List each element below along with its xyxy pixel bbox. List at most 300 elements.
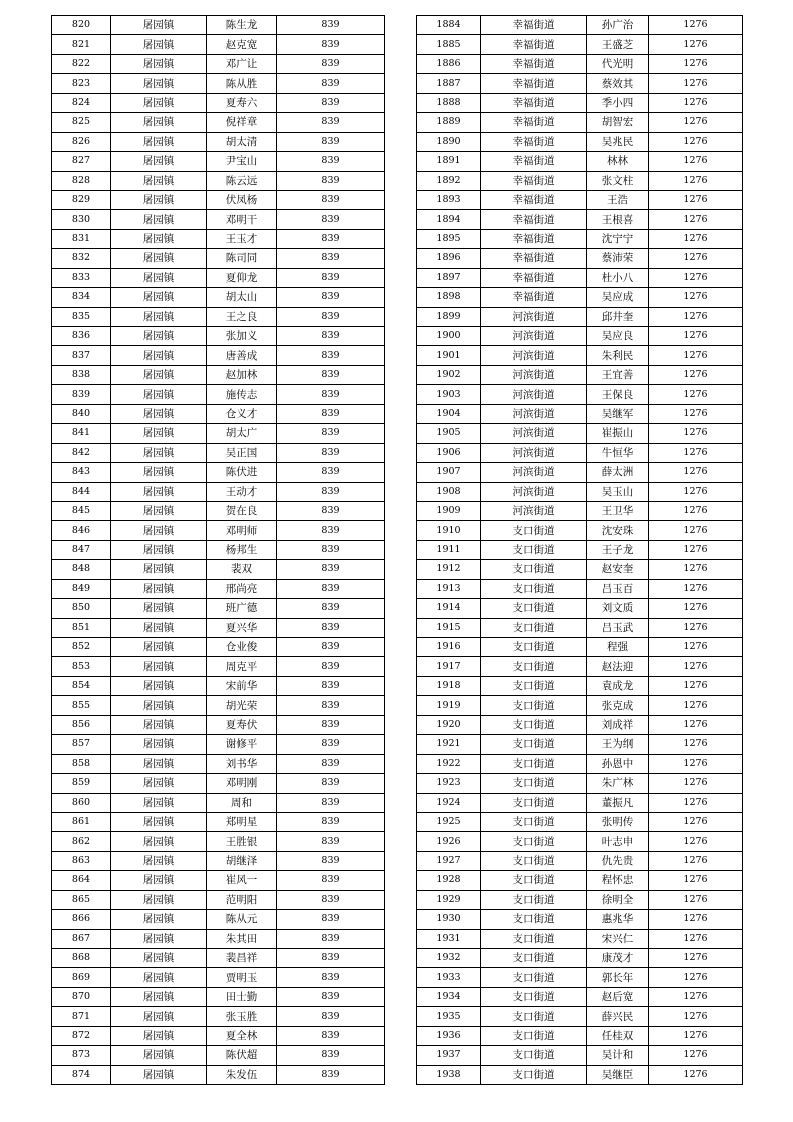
serial-number-cell: 1900: [417, 327, 481, 346]
name-cell: 王卫华: [587, 501, 649, 520]
table-row: [417, 987, 743, 1006]
serial-number-cell: 1896: [417, 249, 481, 268]
amount-cell: 839: [277, 599, 385, 618]
name-cell: 田士勤: [207, 987, 277, 1006]
table-row: [52, 715, 385, 734]
name-cell: 仇先贵: [587, 851, 649, 870]
district-cell: 支口街道: [481, 599, 587, 618]
table-row: [52, 851, 385, 870]
district-cell: 屠园镇: [111, 210, 207, 229]
name-cell: 范明阳: [207, 890, 277, 909]
table-row: [52, 812, 385, 831]
name-cell: 赵安奎: [587, 560, 649, 579]
district-cell: 屠园镇: [111, 385, 207, 404]
serial-number-cell: 867: [52, 929, 111, 948]
table-row: [52, 385, 385, 404]
district-cell: 幸福街道: [481, 16, 587, 35]
table-row: [417, 774, 743, 793]
table-row: [417, 346, 743, 365]
amount-cell: 1276: [649, 152, 743, 171]
serial-number-cell: 1892: [417, 171, 481, 190]
table-row: [417, 54, 743, 73]
name-cell: 胡太清: [207, 132, 277, 151]
serial-number-cell: 835: [52, 307, 111, 326]
district-cell: 河滨街道: [481, 501, 587, 520]
district-cell: 屠园镇: [111, 871, 207, 890]
name-cell: 赵克宽: [207, 35, 277, 54]
district-cell: 屠园镇: [111, 54, 207, 73]
district-cell: 支口街道: [481, 521, 587, 540]
district-cell: 屠园镇: [111, 93, 207, 112]
district-cell: 屠园镇: [111, 424, 207, 443]
serial-number-cell: 1928: [417, 871, 481, 890]
district-cell: 幸福街道: [481, 229, 587, 248]
district-cell: 屠园镇: [111, 987, 207, 1006]
name-cell: 胡太广: [207, 424, 277, 443]
amount-cell: 1276: [649, 871, 743, 890]
district-cell: 屠园镇: [111, 249, 207, 268]
serial-number-cell: 844: [52, 482, 111, 501]
district-cell: 屠园镇: [111, 288, 207, 307]
name-cell: 徐明全: [587, 890, 649, 909]
district-cell: 支口街道: [481, 871, 587, 890]
name-cell: 周和: [207, 793, 277, 812]
amount-cell: 1276: [649, 735, 743, 754]
serial-number-cell: 1905: [417, 424, 481, 443]
serial-number-cell: 829: [52, 190, 111, 209]
serial-number-cell: 820: [52, 16, 111, 35]
name-cell: 邓明师: [207, 521, 277, 540]
table-row: [417, 268, 743, 287]
district-cell: 屠园镇: [111, 327, 207, 346]
district-cell: 支口街道: [481, 657, 587, 676]
table-row: [52, 754, 385, 773]
serial-number-cell: 848: [52, 560, 111, 579]
name-cell: 裴昌祥: [207, 949, 277, 968]
name-cell: 夏全林: [207, 1026, 277, 1045]
serial-number-cell: 1914: [417, 599, 481, 618]
table-row: [417, 638, 743, 657]
name-cell: 周克平: [207, 657, 277, 676]
serial-number-cell: 1930: [417, 910, 481, 929]
district-cell: 屠园镇: [111, 832, 207, 851]
name-cell: 张文柱: [587, 171, 649, 190]
table-row: [52, 152, 385, 171]
district-cell: 屠园镇: [111, 560, 207, 579]
serial-number-cell: 854: [52, 676, 111, 695]
table-row: [417, 560, 743, 579]
amount-cell: 839: [277, 16, 385, 35]
name-cell: 邢尚亮: [207, 579, 277, 598]
serial-number-cell: 1934: [417, 987, 481, 1006]
district-cell: 支口街道: [481, 1007, 587, 1026]
serial-number-cell: 846: [52, 521, 111, 540]
amount-cell: 1276: [649, 288, 743, 307]
amount-cell: 1276: [649, 949, 743, 968]
name-cell: 季小四: [587, 93, 649, 112]
amount-cell: 1276: [649, 54, 743, 73]
district-cell: 屠园镇: [111, 482, 207, 501]
amount-cell: 839: [277, 424, 385, 443]
amount-cell: 1276: [649, 210, 743, 229]
table-row: [52, 618, 385, 637]
district-cell: 支口街道: [481, 579, 587, 598]
amount-cell: 839: [277, 832, 385, 851]
amount-cell: 1276: [649, 715, 743, 734]
amount-cell: 839: [277, 482, 385, 501]
district-cell: 支口街道: [481, 676, 587, 695]
name-cell: 朱利民: [587, 346, 649, 365]
serial-number-cell: 1922: [417, 754, 481, 773]
table-row: [52, 832, 385, 851]
name-cell: 尹宝山: [207, 152, 277, 171]
serial-number-cell: 856: [52, 715, 111, 734]
name-cell: 吴兆民: [587, 132, 649, 151]
amount-cell: 839: [277, 949, 385, 968]
amount-cell: 1276: [649, 832, 743, 851]
district-cell: 屠园镇: [111, 696, 207, 715]
serial-number-cell: 1909: [417, 501, 481, 520]
serial-number-cell: 1893: [417, 190, 481, 209]
name-cell: 伏凤杨: [207, 190, 277, 209]
amount-cell: 1276: [649, 404, 743, 423]
name-cell: 仓义才: [207, 404, 277, 423]
amount-cell: 839: [277, 385, 385, 404]
serial-number-cell: 1885: [417, 35, 481, 54]
table-row: [417, 463, 743, 482]
name-cell: 陈司同: [207, 249, 277, 268]
amount-cell: 839: [277, 676, 385, 695]
amount-cell: 839: [277, 618, 385, 637]
district-cell: 河滨街道: [481, 346, 587, 365]
serial-number-cell: 1887: [417, 74, 481, 93]
table-row: [52, 1046, 385, 1065]
table-row: [52, 579, 385, 598]
amount-cell: 839: [277, 113, 385, 132]
serial-number-cell: 860: [52, 793, 111, 812]
table-row: [52, 346, 385, 365]
table-row: [417, 93, 743, 112]
name-cell: 谢修平: [207, 735, 277, 754]
serial-number-cell: 1918: [417, 676, 481, 695]
serial-number-cell: 832: [52, 249, 111, 268]
amount-cell: 839: [277, 929, 385, 948]
table-row: [52, 443, 385, 462]
serial-number-cell: 828: [52, 171, 111, 190]
amount-cell: 839: [277, 1046, 385, 1065]
district-cell: 幸福街道: [481, 93, 587, 112]
amount-cell: 839: [277, 93, 385, 112]
serial-number-cell: 823: [52, 74, 111, 93]
district-cell: 屠园镇: [111, 735, 207, 754]
name-cell: 宋兴仁: [587, 929, 649, 948]
amount-cell: 839: [277, 1065, 385, 1084]
name-cell: 邱井奎: [587, 307, 649, 326]
serial-number-cell: 852: [52, 638, 111, 657]
name-cell: 叶志申: [587, 832, 649, 851]
amount-cell: 1276: [649, 327, 743, 346]
table-row: [417, 385, 743, 404]
name-cell: 惠兆华: [587, 910, 649, 929]
amount-cell: 1276: [649, 929, 743, 948]
district-cell: 屠园镇: [111, 268, 207, 287]
serial-number-cell: 1933: [417, 968, 481, 987]
name-cell: 邓明刚: [207, 774, 277, 793]
amount-cell: 1276: [649, 365, 743, 384]
amount-cell: 1276: [649, 268, 743, 287]
table-row: [417, 657, 743, 676]
district-cell: 屠园镇: [111, 851, 207, 870]
serial-number-cell: 841: [52, 424, 111, 443]
amount-cell: 1276: [649, 424, 743, 443]
amount-cell: 1276: [649, 618, 743, 637]
table-row: [417, 521, 743, 540]
table-row: [52, 638, 385, 657]
amount-cell: 839: [277, 793, 385, 812]
name-cell: 王浩: [587, 190, 649, 209]
district-cell: 河滨街道: [481, 463, 587, 482]
name-cell: 王宜善: [587, 365, 649, 384]
table-row: [52, 113, 385, 132]
amount-cell: 1276: [649, 482, 743, 501]
district-cell: 屠园镇: [111, 929, 207, 948]
serial-number-cell: 830: [52, 210, 111, 229]
amount-cell: 1276: [649, 74, 743, 93]
serial-number-cell: 862: [52, 832, 111, 851]
name-cell: 董振凡: [587, 793, 649, 812]
name-cell: 代光明: [587, 54, 649, 73]
name-cell: 胡继泽: [207, 851, 277, 870]
name-cell: 蔡沛荣: [587, 249, 649, 268]
district-cell: 屠园镇: [111, 910, 207, 929]
table-row: [417, 171, 743, 190]
amount-cell: 839: [277, 715, 385, 734]
name-cell: 杨邦生: [207, 540, 277, 559]
name-cell: 杜小八: [587, 268, 649, 287]
name-cell: 陈伏进: [207, 463, 277, 482]
serial-number-cell: 872: [52, 1026, 111, 1045]
amount-cell: 839: [277, 657, 385, 676]
amount-cell: 1276: [649, 93, 743, 112]
table-row: [52, 93, 385, 112]
serial-number-cell: 861: [52, 812, 111, 831]
district-cell: 支口街道: [481, 987, 587, 1006]
name-cell: 胡智宏: [587, 113, 649, 132]
district-cell: 幸福街道: [481, 190, 587, 209]
district-cell: 支口街道: [481, 968, 587, 987]
name-cell: 康茂才: [587, 949, 649, 968]
amount-cell: 839: [277, 307, 385, 326]
amount-cell: 1276: [649, 229, 743, 248]
name-cell: 林林: [587, 152, 649, 171]
amount-cell: 1276: [649, 968, 743, 987]
serial-number-cell: 873: [52, 1046, 111, 1065]
table-row: [417, 910, 743, 929]
amount-cell: 839: [277, 346, 385, 365]
serial-number-cell: 868: [52, 949, 111, 968]
district-cell: 支口街道: [481, 638, 587, 657]
name-cell: 郑明星: [207, 812, 277, 831]
name-cell: 王玉才: [207, 229, 277, 248]
district-cell: 屠园镇: [111, 307, 207, 326]
amount-cell: 1276: [649, 579, 743, 598]
name-cell: 沈安珠: [587, 521, 649, 540]
table-row: [417, 229, 743, 248]
amount-cell: 839: [277, 365, 385, 384]
left-table-body: [52, 16, 385, 1085]
serial-number-cell: 851: [52, 618, 111, 637]
name-cell: 王胜银: [207, 832, 277, 851]
serial-number-cell: 849: [52, 579, 111, 598]
district-cell: 支口街道: [481, 812, 587, 831]
district-cell: 屠园镇: [111, 638, 207, 657]
serial-number-cell: 836: [52, 327, 111, 346]
district-cell: 河滨街道: [481, 365, 587, 384]
table-row: [417, 288, 743, 307]
district-cell: 支口街道: [481, 735, 587, 754]
name-cell: 宋前华: [207, 676, 277, 695]
district-cell: 屠园镇: [111, 35, 207, 54]
district-cell: 支口街道: [481, 754, 587, 773]
amount-cell: 839: [277, 910, 385, 929]
district-cell: 屠园镇: [111, 463, 207, 482]
name-cell: 陈从元: [207, 910, 277, 929]
serial-number-cell: 1936: [417, 1026, 481, 1045]
table-row: [52, 190, 385, 209]
amount-cell: 1276: [649, 521, 743, 540]
amount-cell: 839: [277, 560, 385, 579]
name-cell: 朱广林: [587, 774, 649, 793]
table-row: [52, 696, 385, 715]
district-cell: 屠园镇: [111, 949, 207, 968]
district-cell: 河滨街道: [481, 443, 587, 462]
district-cell: 屠园镇: [111, 132, 207, 151]
name-cell: 夏兴华: [207, 618, 277, 637]
serial-number-cell: 839: [52, 385, 111, 404]
serial-number-cell: 859: [52, 774, 111, 793]
serial-number-cell: 855: [52, 696, 111, 715]
amount-cell: 839: [277, 132, 385, 151]
table-row: [52, 676, 385, 695]
table-row: [417, 16, 743, 35]
table-row: [52, 424, 385, 443]
table-row: [417, 1046, 743, 1065]
table-row: [52, 327, 385, 346]
serial-number-cell: 1923: [417, 774, 481, 793]
amount-cell: 1276: [649, 599, 743, 618]
table-row: [417, 152, 743, 171]
amount-cell: 839: [277, 74, 385, 93]
name-cell: 吴应良: [587, 327, 649, 346]
amount-cell: 1276: [649, 1007, 743, 1026]
district-cell: 支口街道: [481, 929, 587, 948]
serial-number-cell: 1904: [417, 404, 481, 423]
name-cell: 刘成祥: [587, 715, 649, 734]
name-cell: 夏寿伏: [207, 715, 277, 734]
table-row: [417, 1026, 743, 1045]
name-cell: 张克成: [587, 696, 649, 715]
amount-cell: 839: [277, 871, 385, 890]
name-cell: 程强: [587, 638, 649, 657]
district-cell: 屠园镇: [111, 812, 207, 831]
table-row: [417, 715, 743, 734]
amount-cell: 839: [277, 968, 385, 987]
district-cell: 支口街道: [481, 696, 587, 715]
amount-cell: 1276: [649, 1026, 743, 1045]
table-row: [52, 171, 385, 190]
name-cell: 唐善成: [207, 346, 277, 365]
district-cell: 支口街道: [481, 560, 587, 579]
table-row: [417, 812, 743, 831]
amount-cell: 839: [277, 735, 385, 754]
serial-number-cell: 1908: [417, 482, 481, 501]
name-cell: 刘书华: [207, 754, 277, 773]
amount-cell: 1276: [649, 638, 743, 657]
name-cell: 郭长年: [587, 968, 649, 987]
district-cell: 屠园镇: [111, 657, 207, 676]
name-cell: 吴玉山: [587, 482, 649, 501]
serial-number-cell: 1898: [417, 288, 481, 307]
name-cell: 王盛芝: [587, 35, 649, 54]
name-cell: 邓广让: [207, 54, 277, 73]
district-cell: 幸福街道: [481, 268, 587, 287]
district-cell: 屠园镇: [111, 346, 207, 365]
district-cell: 屠园镇: [111, 579, 207, 598]
district-cell: 屠园镇: [111, 521, 207, 540]
name-cell: 朱发伍: [207, 1065, 277, 1084]
name-cell: 裴双: [207, 560, 277, 579]
district-cell: 屠园镇: [111, 890, 207, 909]
serial-number-cell: 827: [52, 152, 111, 171]
serial-number-cell: 869: [52, 968, 111, 987]
serial-number-cell: 1897: [417, 268, 481, 287]
district-cell: 屠园镇: [111, 171, 207, 190]
name-cell: 夏寿六: [207, 93, 277, 112]
amount-cell: 1276: [649, 657, 743, 676]
amount-cell: 839: [277, 463, 385, 482]
serial-number-cell: 1895: [417, 229, 481, 248]
amount-cell: 839: [277, 501, 385, 520]
serial-number-cell: 1899: [417, 307, 481, 326]
amount-cell: 1276: [649, 540, 743, 559]
name-cell: 夏仰龙: [207, 268, 277, 287]
amount-cell: 839: [277, 754, 385, 773]
table-row: [417, 501, 743, 520]
serial-number-cell: 831: [52, 229, 111, 248]
serial-number-cell: 1913: [417, 579, 481, 598]
table-row: [52, 735, 385, 754]
table-row: [52, 871, 385, 890]
name-cell: 施传志: [207, 385, 277, 404]
name-cell: 胡太山: [207, 288, 277, 307]
table-row: [52, 288, 385, 307]
table-row: [52, 35, 385, 54]
table-row: [52, 54, 385, 73]
district-cell: 屠园镇: [111, 404, 207, 423]
district-cell: 屠园镇: [111, 715, 207, 734]
serial-number-cell: 842: [52, 443, 111, 462]
table-row: [52, 793, 385, 812]
name-cell: 赵加林: [207, 365, 277, 384]
district-cell: 支口街道: [481, 774, 587, 793]
district-cell: 幸福街道: [481, 54, 587, 73]
name-cell: 王根喜: [587, 210, 649, 229]
name-cell: 孙广治: [587, 16, 649, 35]
name-cell: 吴继臣: [587, 1065, 649, 1084]
district-cell: 支口街道: [481, 832, 587, 851]
district-cell: 幸福街道: [481, 210, 587, 229]
name-cell: 陈从胜: [207, 74, 277, 93]
